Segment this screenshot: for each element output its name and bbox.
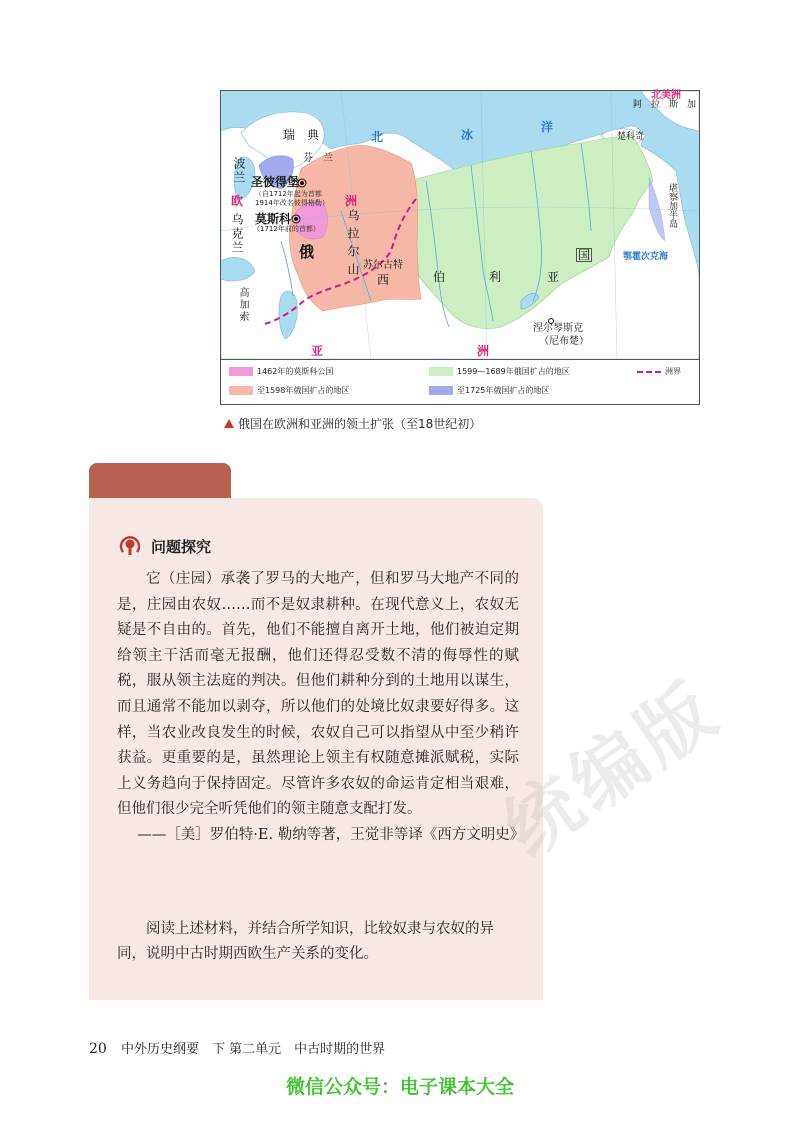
label-north-america: 北美洲 bbox=[651, 90, 681, 101]
label-siberia-1: 西 bbox=[377, 273, 390, 287]
label-russia-e: 俄 bbox=[299, 243, 315, 261]
label-moscow: 莫斯科 bbox=[255, 212, 292, 226]
label-nerchinsk-note: （尼布楚） bbox=[539, 336, 589, 347]
map-legend bbox=[221, 359, 699, 404]
page-footer bbox=[89, 1038, 385, 1057]
legend-border: 洲界 bbox=[637, 366, 681, 377]
label-nerchinsk: 涅尔琴斯克 bbox=[533, 323, 583, 334]
label-finland: 芬 兰 bbox=[303, 153, 333, 164]
label-siberia-4: 亚 bbox=[547, 270, 560, 284]
inquiry-passage bbox=[117, 567, 525, 849]
wechat-banner: 微信公众号：电子课本大全 bbox=[285, 1076, 514, 1098]
label-europe-e: 欧 bbox=[231, 194, 244, 208]
label-asia-zhou: 洲 bbox=[477, 344, 490, 358]
legend-swatch-1599-1689 bbox=[429, 367, 453, 376]
label-caucasus: 高加索 bbox=[237, 287, 248, 323]
legend-1599-1689: 1599—1689年俄国扩占的地区 bbox=[429, 366, 570, 377]
label-st-petersburg-note: （自1712年起为首都 1914年改名彼得格勒） bbox=[255, 190, 329, 207]
watermark: 统编版 bbox=[489, 665, 736, 874]
legend-to-1598: 至1598年俄国扩占的地区 bbox=[229, 385, 349, 396]
label-alaska: 阿 拉 斯 加 bbox=[633, 100, 697, 110]
map-caption bbox=[224, 415, 481, 432]
inquiry-question bbox=[117, 917, 522, 967]
label-surgut: 苏尔古特 bbox=[363, 260, 403, 271]
label-arctic-bei: 北 bbox=[371, 130, 384, 144]
label-siberia-3: 利 bbox=[489, 270, 502, 284]
label-siberia-2: 伯 bbox=[433, 270, 446, 284]
inquiry-title-text: 问题探究 bbox=[151, 537, 212, 556]
footer-text: 中外历史纲要 下 第二单元 中古时期的世界 bbox=[120, 1042, 386, 1057]
territorial-expansion-map bbox=[220, 90, 700, 405]
label-arctic-bing: 冰 bbox=[461, 128, 474, 142]
label-poland: 波兰 bbox=[232, 157, 246, 185]
page-number: 20 bbox=[89, 1041, 107, 1057]
inquiry-title bbox=[117, 533, 211, 559]
legend-dash-border bbox=[637, 371, 661, 373]
inquiry-icon bbox=[117, 533, 143, 559]
question-text: 阅读上述材料，并结合所学知识，比较奴隶与农奴的异同，说明中古时期西欧生产关系的变化。 bbox=[117, 921, 494, 962]
legend-swatch-to-1598 bbox=[229, 386, 253, 395]
label-russia-guo: 国 bbox=[578, 248, 591, 262]
caption-triangle-icon bbox=[224, 419, 234, 428]
label-europe-zhou: 洲 bbox=[345, 194, 358, 208]
label-sweden: 瑞 典 bbox=[283, 128, 320, 142]
label-st-petersburg: 圣彼得堡 bbox=[251, 175, 300, 189]
passage-source: ——［美］罗伯特·E. 勒纳等著，王觉非等译《西方文明史》 bbox=[137, 826, 525, 843]
inquiry-box-tab bbox=[89, 463, 231, 499]
label-arctic-yang: 洋 bbox=[541, 120, 554, 134]
label-ural: 乌拉尔山 bbox=[346, 209, 360, 281]
label-chukchi: 楚科奇 bbox=[617, 132, 645, 142]
legend-moscow-1462: 1462年的莫斯科公国 bbox=[229, 366, 333, 377]
label-ukraine: 乌克兰 bbox=[230, 213, 244, 255]
legend-swatch-moscow-1462 bbox=[229, 367, 253, 376]
passage-paragraph: 它（庄园）承袭了罗马的大地产，但和罗马大地产不同的是，庄园由农奴……而不是奴隶耕种。在现代意义上，农奴无疑是不自由的。首先，他们不能擅自离开土地，他们被迫定期给领主干活而毫无报酬，他们还得忍受数不清的侮辱性的赋税，服从领主法庭的判决。但他们耕种分到的土地用以谋生，而且通常不能加以剥夺，所以他们的处境比奴隶要好得多。这样，当农业改良发生的时候，农奴自己可以指望从中至少稍许获益。更重要的是，虽然理论上领主有权随意摊派赋税，实际上义务趋向于保持固定。尽管许多农奴的命运肯定相当艰难，但他们很少完全听凭他们的领主随意支配打发。 bbox=[117, 571, 519, 818]
map-caption-text: 俄国在欧洲和亚洲的领土扩张（至18世纪初） bbox=[238, 417, 482, 431]
legend-to-1725: 至1725年俄国扩占的地区 bbox=[429, 385, 549, 396]
label-asia-ya: 亚 bbox=[311, 344, 324, 358]
label-moscow-note: （1712年前的首都） bbox=[253, 225, 320, 233]
legend-swatch-to-1725 bbox=[429, 386, 453, 395]
label-kamchatka: 堪察加半岛 bbox=[667, 183, 677, 228]
label-okhotsk: 鄂霍次克海 bbox=[623, 252, 669, 262]
